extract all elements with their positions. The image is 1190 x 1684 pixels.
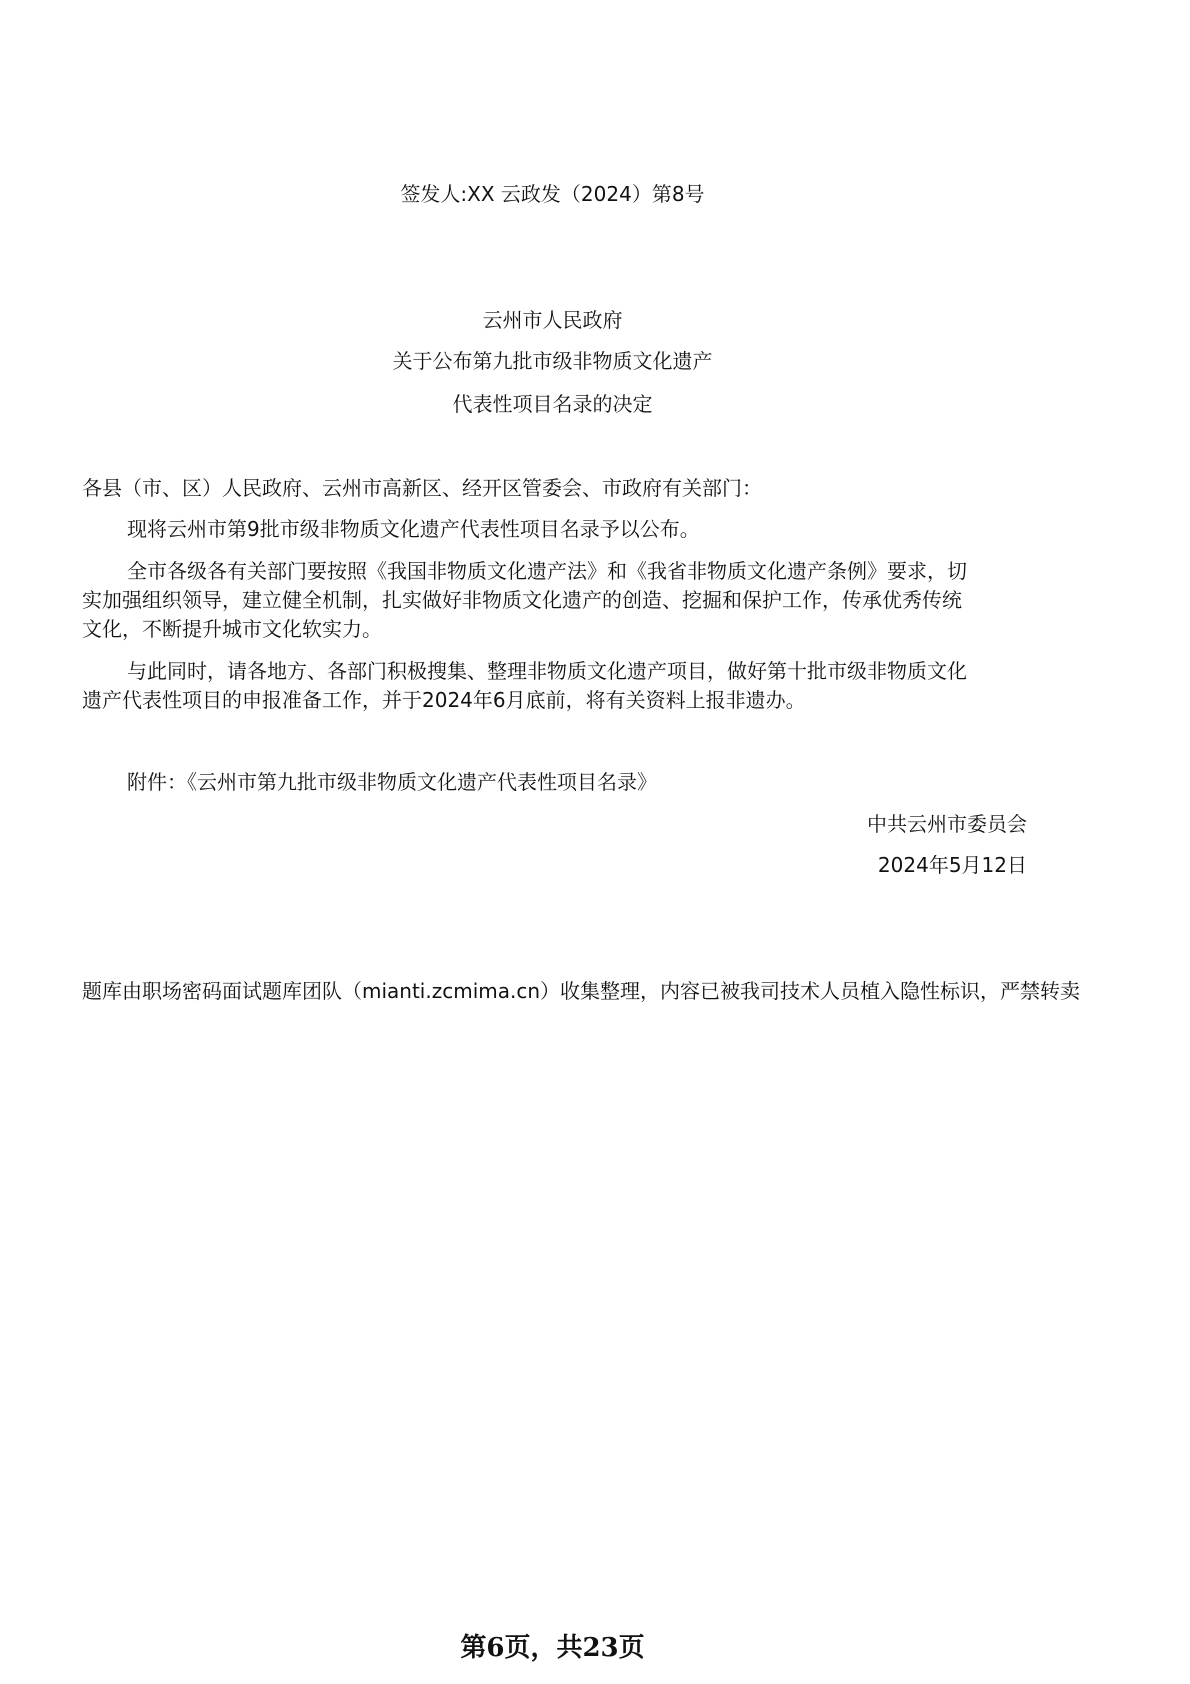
paragraph-2-line-3: 文化，不断提升城市文化软实力。	[82, 617, 382, 641]
signature-org: 中共云州市委员会	[867, 812, 1027, 836]
paragraph-3-line-2: 遗产代表性项目的申报准备工作，并于2024年6月底前，将有关资料上报非遗办。	[82, 688, 806, 712]
page-number: 第6页，共23页	[460, 1633, 645, 1663]
paragraph-1: 现将云州市第9批市级非物质文化遗产代表性项目名录予以公布。	[127, 517, 700, 541]
paragraph-2-line-1: 全市各级各有关部门要按照《我国非物质文化遗产法》和《我省非物质文化遗产条例》要求，切	[127, 559, 967, 583]
signature-date: 2024年5月12日	[877, 853, 1027, 877]
paragraph-3-line-1: 与此同时，请各地方、各部门积极搜集、整理非物质文化遗产项目，做好第十批市级非物质文化	[127, 659, 967, 683]
title-line-1: 云州市人民政府	[482, 308, 623, 332]
title-line-2: 关于公布第九批市级非物质文化遗产	[392, 349, 713, 373]
footer-note: 题库由职场密码面试题库团队（mianti.zcmima.cn）收集整理，内容已被我司技术人员植入隐性标识，严禁转卖	[82, 979, 1081, 1003]
attachment-line: 附件：《云州市第九批市级非物质文化遗产代表性项目名录》	[127, 770, 657, 794]
salutation: 各县（市、区）人民政府、云州市高新区、经开区管委会、市政府有关部门：	[82, 476, 762, 500]
paragraph-2-line-2: 实加强组织领导，建立健全机制，扎实做好非物质文化遗产的创造、挖掘和保护工作，传承优秀传统	[82, 588, 962, 612]
issuer-line: 签发人:XX 云政发（2024）第8号	[400, 182, 705, 206]
title-line-3: 代表性项目名录的决定	[452, 392, 653, 416]
